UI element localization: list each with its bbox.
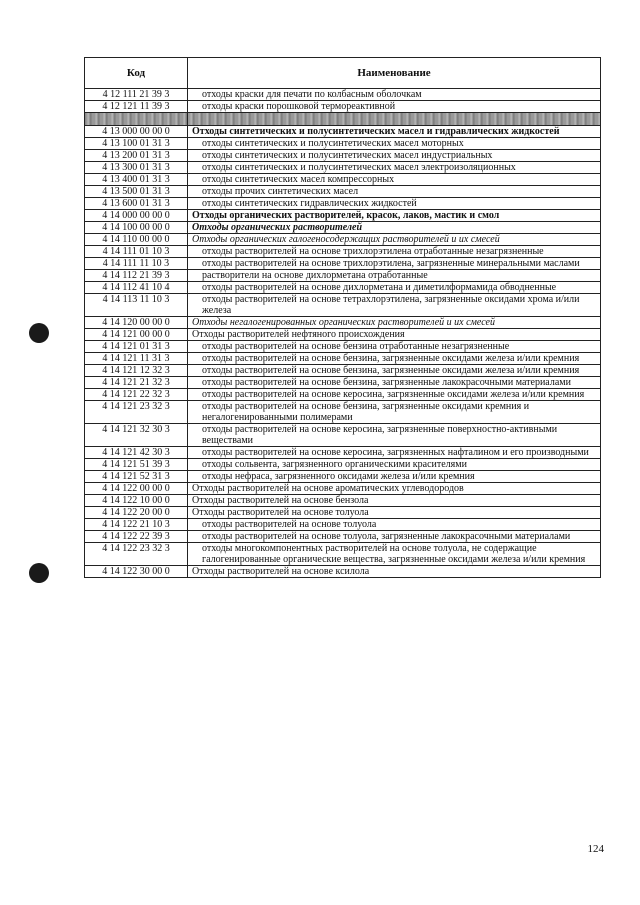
waste-classification-table [84,57,601,578]
waste-name-cell: отходы многокомпонентных растворителей на основе толуола, не содержащие галогенированные органические вещества, загрязненные оксидами железа и/или кремния [188,543,601,566]
waste-name-cell: Отходы негалогенированных органических растворителей и их смесей [188,317,601,329]
waste-name-cell: отходы синтетических гидравлических жидкостей [188,198,601,210]
table-body [85,89,601,578]
table-row [85,246,601,258]
waste-code-cell: 4 13 500 01 31 3 [85,186,188,198]
table-row [85,126,601,138]
table-row [85,531,601,543]
waste-name-cell: отходы растворителей на основе керосина, загрязненных нафталином и его производными [188,447,601,459]
table-row [85,377,601,389]
waste-name-cell: отходы растворителей на основе бензина, загрязненные оксидами железа и/или кремния [188,353,601,365]
waste-code-cell: 4 14 112 41 10 4 [85,282,188,294]
table-row [85,329,601,341]
waste-code-cell: 4 14 122 21 10 3 [85,519,188,531]
table-row [85,447,601,459]
waste-code-cell: 4 14 122 00 00 0 [85,483,188,495]
waste-name-cell: отходы синтетических и полусинтетических масел индустриальных [188,150,601,162]
waste-code-cell: 4 14 121 51 39 3 [85,459,188,471]
waste-name-cell: растворители на основе дихлорметана отработанные [188,270,601,282]
table-row [85,174,601,186]
waste-code-cell: 4 14 121 21 32 3 [85,377,188,389]
waste-name-cell: Отходы органических растворителей [188,222,601,234]
table-row [85,162,601,174]
table-header-row [85,58,601,89]
waste-code-cell: 4 14 121 12 32 3 [85,365,188,377]
waste-name-cell: отходы растворителей на основе дихлорметана и диметилформамида обводненные [188,282,601,294]
table-row [85,234,601,246]
waste-code-cell: 4 13 000 00 00 0 [85,126,188,138]
table-row [85,401,601,424]
waste-code-cell [85,113,188,126]
table-row [85,389,601,401]
waste-code-cell: 4 14 113 11 10 3 [85,294,188,317]
waste-name-cell: отходы растворителей на основе керосина, загрязненные оксидами железа и/или кремния [188,389,601,401]
waste-name-cell: Отходы растворителей на основе ароматических углеводородов [188,483,601,495]
waste-name-cell: Отходы растворителей нефтяного происхождения [188,329,601,341]
waste-code-cell: 4 14 122 23 32 3 [85,543,188,566]
table-row [85,317,601,329]
waste-name-cell: Отходы синтетических и полусинтетических масел и гидравлических жидкостей [188,126,601,138]
waste-name-cell: Отходы растворителей на основе бензола [188,495,601,507]
waste-code-cell: 4 13 100 01 31 3 [85,138,188,150]
table-row [85,507,601,519]
waste-name-cell: отходы прочих синтетических масел [188,186,601,198]
table-row [85,210,601,222]
waste-name-cell: отходы растворителей на основе бензина, загрязненные оксидами железа и/или кремния [188,365,601,377]
waste-code-cell: 4 14 000 00 00 0 [85,210,188,222]
waste-name-cell: отходы сольвента, загрязненного органическими красителями [188,459,601,471]
waste-code-cell: 4 14 111 11 10 3 [85,258,188,270]
waste-name-cell: отходы синтетических и полусинтетических масел моторных [188,138,601,150]
waste-code-cell: 4 13 400 01 31 3 [85,174,188,186]
waste-code-cell: 4 14 122 30 00 0 [85,566,188,578]
waste-name-cell: отходы растворителей на основе бензина отработанные незагрязненные [188,341,601,353]
waste-name-cell: отходы синтетических масел компрессорных [188,174,601,186]
table-row [85,198,601,210]
waste-name-cell: Отходы органических растворителей, красок, лаков, мастик и смол [188,210,601,222]
table-row [85,471,601,483]
table-row [85,222,601,234]
waste-code-cell: 4 14 121 32 30 3 [85,424,188,447]
waste-code-cell: 4 12 121 11 39 3 [85,101,188,113]
waste-name-cell: отходы растворителей на основе толуола [188,519,601,531]
waste-code-cell: 4 14 121 42 30 3 [85,447,188,459]
table-row [85,566,601,578]
table-row [85,353,601,365]
waste-code-cell: 4 14 112 21 39 3 [85,270,188,282]
waste-name-cell: отходы растворителей на основе керосина, загрязненные поверхностно-активными веществами [188,424,601,447]
table-row [85,483,601,495]
table-row [85,519,601,531]
waste-code-cell: 4 14 121 00 00 0 [85,329,188,341]
waste-code-cell: 4 14 110 00 00 0 [85,234,188,246]
waste-code-cell: 4 14 121 52 31 3 [85,471,188,483]
punch-hole [29,323,49,343]
punch-hole [29,563,49,583]
waste-code-cell: 4 14 122 20 00 0 [85,507,188,519]
waste-name-cell [188,113,601,126]
waste-name-cell: отходы растворителей на основе бензина, загрязненные оксидами кремния и негалогенированными полимерами [188,401,601,424]
waste-name-cell: отходы синтетических и полусинтетических масел электроизоляционных [188,162,601,174]
waste-name-cell: отходы растворителей на основе трихлорэтилена отработанные незагрязненные [188,246,601,258]
section-separator-row [85,113,601,126]
waste-name-cell: отходы растворителей на основе бензина, загрязненные лакокрасочными материалами [188,377,601,389]
table-row [85,101,601,113]
table-row [85,294,601,317]
table-row [85,365,601,377]
table-row [85,186,601,198]
waste-code-cell: 4 13 200 01 31 3 [85,150,188,162]
page-number: 124 [587,843,604,855]
waste-code-cell: 4 14 121 01 31 3 [85,341,188,353]
waste-code-cell: 4 14 121 22 32 3 [85,389,188,401]
waste-code-cell: 4 14 111 01 10 3 [85,246,188,258]
waste-code-cell: 4 14 121 11 31 3 [85,353,188,365]
waste-name-cell: отходы краски для печати по колбасным оболочкам [188,89,601,101]
table-row [85,341,601,353]
table-row [85,424,601,447]
waste-name-cell: отходы растворителей на основе толуола, загрязненные лакокрасочными материалами [188,531,601,543]
waste-code-cell: 4 14 100 00 00 0 [85,222,188,234]
waste-name-cell: отходы растворителей на основе тетрахлорэтилена, загрязненные оксидами хрома и/или железа [188,294,601,317]
table-row [85,258,601,270]
table-row [85,138,601,150]
table-row [85,89,601,101]
table-row [85,543,601,566]
table-row [85,459,601,471]
waste-name-cell: отходы нефраса, загрязненного оксидами железа и/или кремния [188,471,601,483]
waste-name-cell: Отходы растворителей на основе ксилола [188,566,601,578]
waste-code-cell: 4 13 300 01 31 3 [85,162,188,174]
column-header-code: Код [85,58,188,89]
waste-code-cell: 4 13 600 01 31 3 [85,198,188,210]
waste-name-cell: Отходы растворителей на основе толуола [188,507,601,519]
waste-name-cell: Отходы органических галогеносодержащих растворителей и их смесей [188,234,601,246]
waste-name-cell: отходы краски порошковой термореактивной [188,101,601,113]
waste-code-cell: 4 14 122 22 39 3 [85,531,188,543]
table-row [85,270,601,282]
table-row [85,150,601,162]
waste-code-cell: 4 14 121 23 32 3 [85,401,188,424]
waste-name-cell: отходы растворителей на основе трихлорэтилена, загрязненные минеральными маслами [188,258,601,270]
waste-code-cell: 4 12 111 21 39 3 [85,89,188,101]
table-row [85,495,601,507]
waste-code-cell: 4 14 122 10 00 0 [85,495,188,507]
table-row [85,282,601,294]
column-header-name: Наименование [188,58,601,89]
waste-code-cell: 4 14 120 00 00 0 [85,317,188,329]
